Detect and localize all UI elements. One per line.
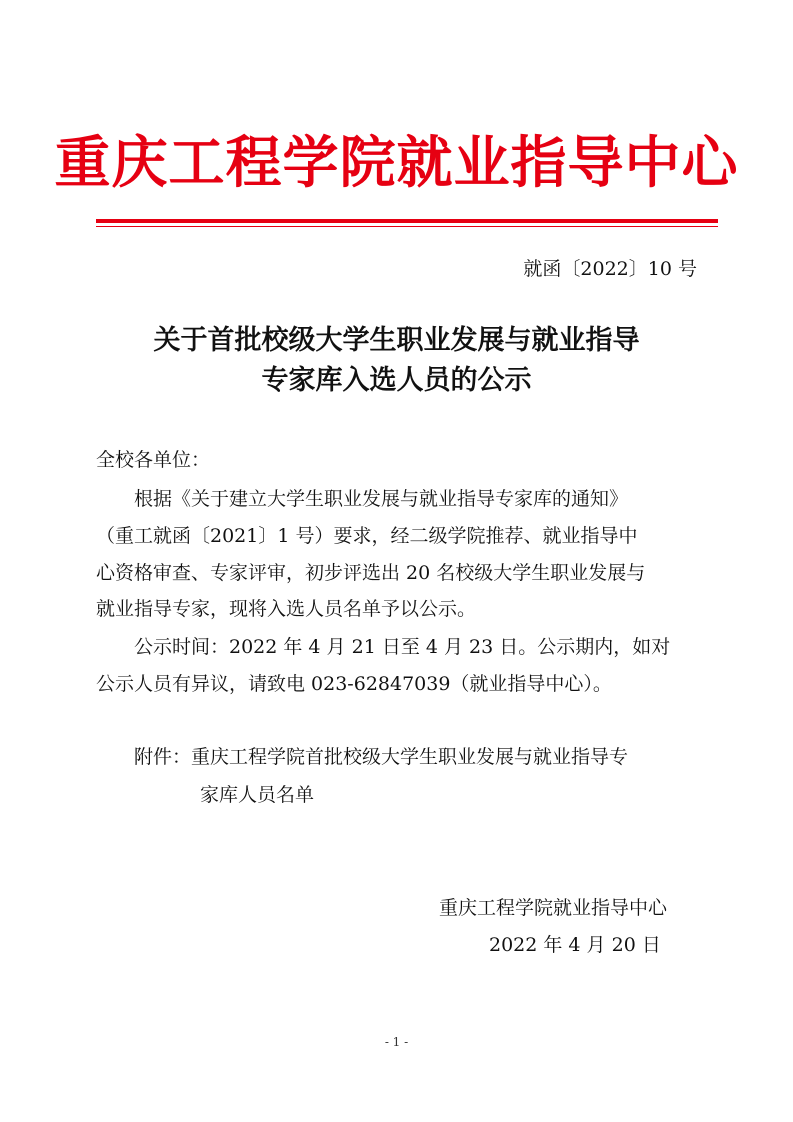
header-divider-thick	[96, 219, 718, 223]
paragraph-1-line-4: 就业指导专家，现将入选人员名单予以公示。	[96, 598, 477, 620]
signature-date: 2022 年 4 月 20 日	[489, 934, 661, 956]
paragraph-1-line-2: （重工就函〔2021〕1 号）要求，经二级学院推荐、就业指导中	[96, 525, 638, 547]
paragraph-1-line-1: 根据《关于建立大学生职业发展与就业指导专家库的通知》	[134, 488, 629, 510]
salutation: 全校各单位：	[96, 449, 211, 471]
page-number: - 1 -	[384, 1035, 409, 1049]
header-divider-thin	[96, 226, 718, 227]
signature-org: 重庆工程学院就业指导中心	[439, 897, 668, 919]
title-line-2: 专家库入选人员的公示	[261, 365, 532, 396]
title-line-1: 关于首批校级大学生职业发展与就业指导	[153, 325, 640, 356]
paragraph-2-line-1: 公示时间：2022 年 4 月 21 日至 4 月 23 日。公示期内，如对	[134, 636, 671, 658]
paragraph-2-line-2: 公示人员有异议，请致电 023-62847039（就业指导中心）。	[96, 673, 612, 695]
document-number: 就函〔2022〕10 号	[523, 258, 697, 280]
attachment-line-1: 附件：重庆工程学院首批校级大学生职业发展与就业指导专	[134, 746, 629, 768]
attachment-line-2: 家库人员名单	[200, 784, 315, 806]
paragraph-1-line-3: 心资格审查、专家评审，初步评选出 20 名校级大学生职业发展与	[96, 562, 646, 584]
org-masthead: 重庆工程学院就业指导中心	[54, 130, 739, 196]
